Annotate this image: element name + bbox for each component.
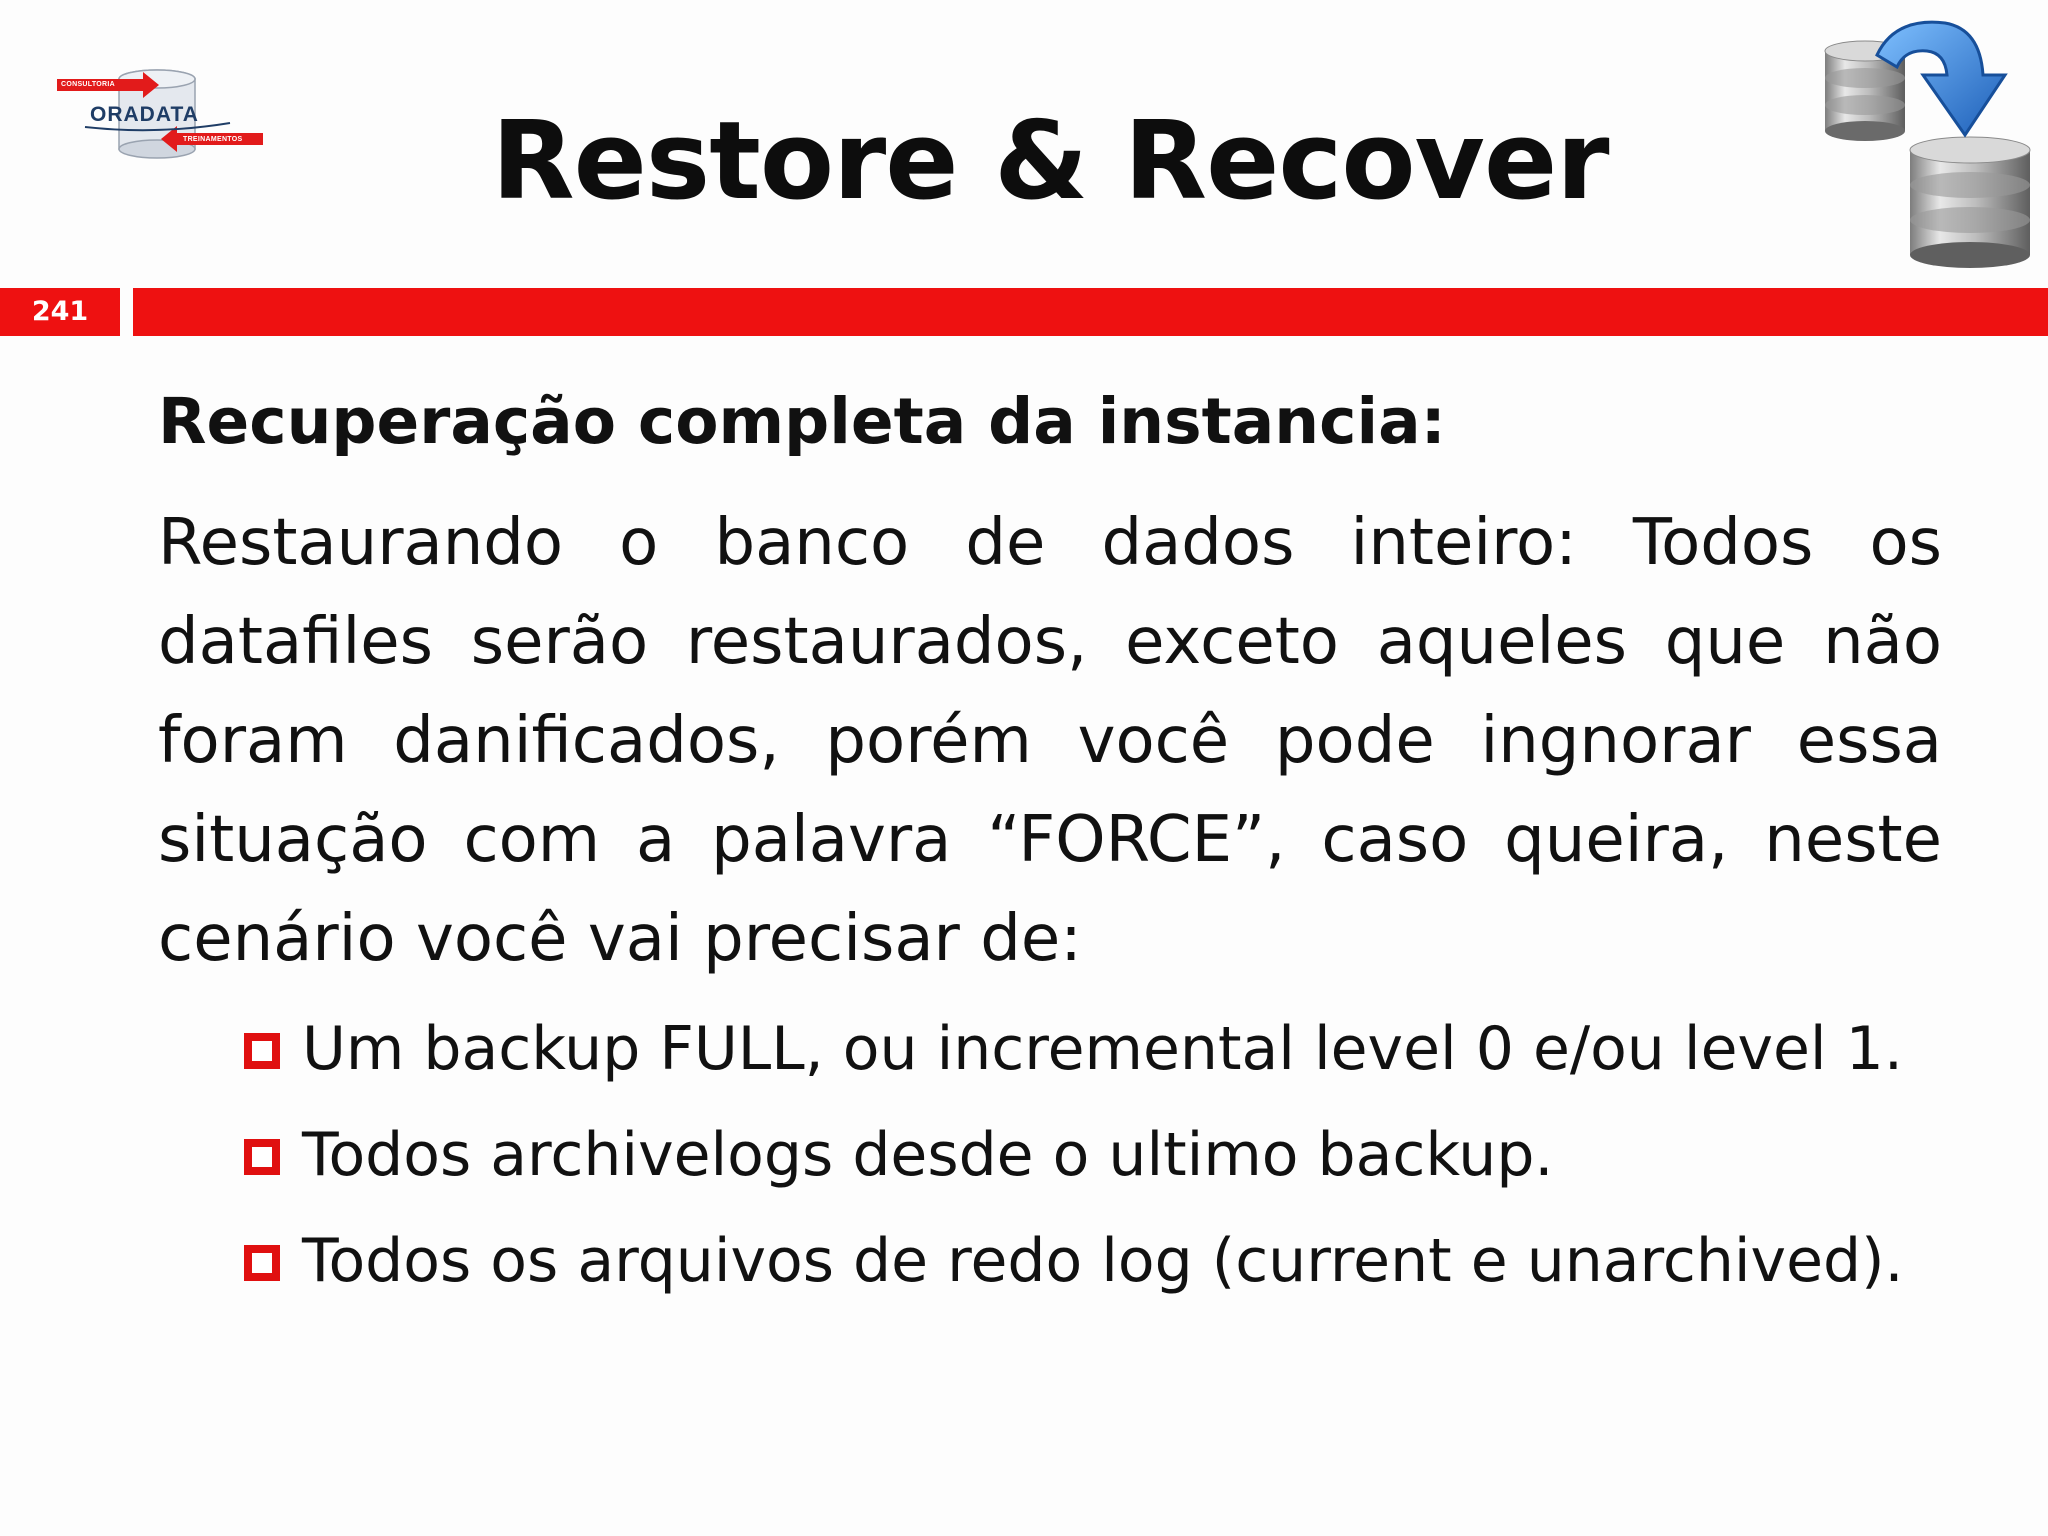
slide-number-badge [0,288,120,336]
database-restore-icon [1815,15,2040,270]
list-item [240,1116,1904,1222]
list-item [240,1010,1904,1116]
logo-tag-top: CONSULTORIA [61,81,115,88]
list-item-text: Todos os arquivos de redo log (current e unarchived). [302,1226,1904,1296]
square-bullet-icon [244,1033,280,1069]
square-bullet-icon [244,1245,280,1281]
body-paragraph: Restaurando o banco de dados inteiro: Todos os datafiles serão restaurados, exceto aqueles que não foram danificados, porém você pode ingnorar essa situação com a palavra “FORCE”, caso queira, neste cenário você vai precisar de: [158,506,1942,976]
section-heading: Recuperação completa da instancia: [158,385,1446,458]
header-divider [133,288,2048,336]
list-item-text: Um backup FULL, ou incremental level 0 e/ou level 1. [302,1014,1903,1084]
list-item-text: Todos archivelogs desde o ultimo backup. [302,1120,1554,1190]
square-bullet-icon [244,1139,280,1175]
requirements-list [240,1010,1904,1328]
logo-tag-bottom: TREINAMENTOS [183,136,243,143]
list-item [240,1222,1904,1328]
logo-wordmark: ORADATA [90,103,199,126]
slide-number: 241 [31,296,89,327]
page-title: Restore & Recover [491,99,1609,224]
